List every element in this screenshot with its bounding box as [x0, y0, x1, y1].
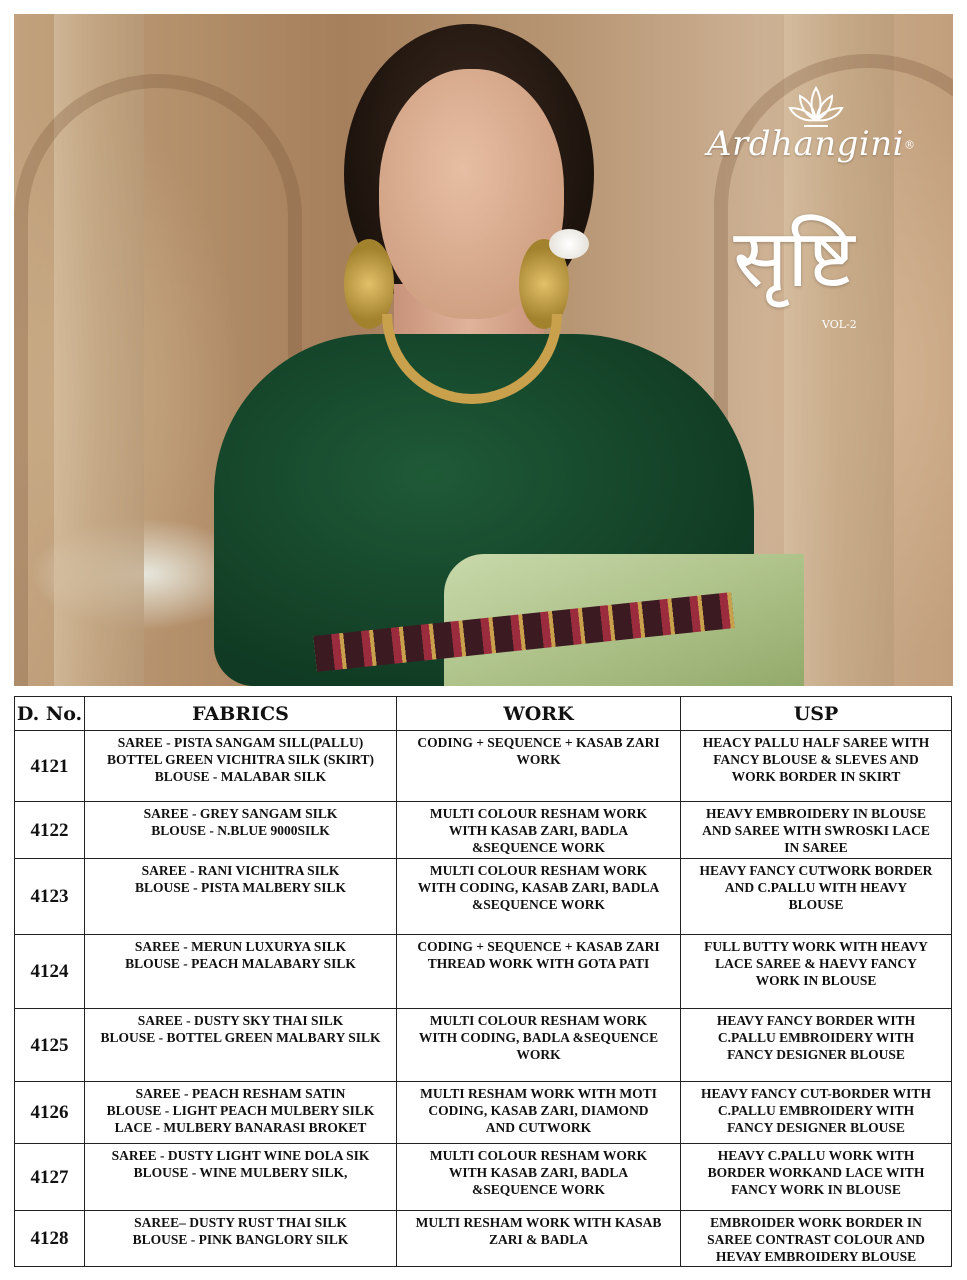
- registered-mark: ®: [904, 138, 916, 152]
- fabrics-cell: SAREE - DUSTY SKY THAI SILK BLOUSE - BOTTEL GREEN MALBARY SILK: [85, 1009, 397, 1082]
- fabrics-cell: SAREE - PISTA SANGAM SILL(PALLU) BOTTEL GREEN VICHITRA SILK (SKIRT) BLOUSE - MALABAR SILK: [85, 731, 397, 802]
- fabrics-cell: SAREE - RANI VICHITRA SILK BLOUSE - PISTA MALBERY SILK: [85, 859, 397, 935]
- usp-cell: HEACY PALLU HALF SAREE WITH FANCY BLOUSE & SLEVES AND WORK BORDER IN SKIRT: [681, 731, 952, 802]
- design-number: 4128: [15, 1211, 85, 1267]
- table-row: [15, 1211, 952, 1267]
- design-number: 4122: [15, 802, 85, 859]
- header-usp: USP: [681, 697, 952, 731]
- design-number: 4126: [15, 1082, 85, 1144]
- design-number: 4121: [15, 731, 85, 802]
- fabrics-cell: SAREE - GREY SANGAM SILK BLOUSE - N.BLUE 9000SILK: [85, 802, 397, 859]
- brand-logo: [676, 124, 946, 164]
- work-cell: MULTI COLOUR RESHAM WORK WITH CODING, KASAB ZARI, BADLA &SEQUENCE WORK: [397, 859, 681, 935]
- table-header-row: [15, 697, 952, 731]
- collection-title: सृष्टि: [733, 212, 855, 305]
- work-cell: MULTI RESHAM WORK WITH MOTI CODING, KASAB ZARI, DIAMOND AND CUTWORK: [397, 1082, 681, 1144]
- design-number: 4123: [15, 859, 85, 935]
- work-cell: MULTI COLOUR RESHAM WORK WITH KASAB ZARI, BADLA &SEQUENCE WORK: [397, 1144, 681, 1211]
- usp-cell: FULL BUTTY WORK WITH HEAVY LACE SAREE & HAEVY FANCY WORK IN BLOUSE: [681, 935, 952, 1009]
- table-row: [15, 935, 952, 1009]
- work-cell: MULTI COLOUR RESHAM WORK WITH CODING, BADLA &SEQUENCE WORK: [397, 1009, 681, 1082]
- table-row: [15, 859, 952, 935]
- table-row: [15, 1144, 952, 1211]
- hero-photo: [14, 14, 953, 686]
- catalog-table: [14, 696, 951, 1267]
- usp-cell: HEAVY FANCY CUTWORK BORDER AND C.PALLU WITH HEAVY BLOUSE: [681, 859, 952, 935]
- fabrics-cell: SAREE - DUSTY LIGHT WINE DOLA SIK BLOUSE - WINE MULBERY SILK,: [85, 1144, 397, 1211]
- header-work: WORK: [397, 697, 681, 731]
- work-cell: CODING + SEQUENCE + KASAB ZARI THREAD WORK WITH GOTA PATI: [397, 935, 681, 1009]
- fabrics-cell: SAREE - PEACH RESHAM SATIN BLOUSE - LIGHT PEACH MULBERY SILK LACE - MULBERY BANARASI BROKET: [85, 1082, 397, 1144]
- table-row: [15, 1009, 952, 1082]
- design-number: 4124: [15, 935, 85, 1009]
- usp-cell: EMBROIDER WORK BORDER IN SAREE CONTRAST COLOUR AND HEVAY EMBROIDERY BLOUSE: [681, 1211, 952, 1267]
- usp-cell: HEAVY FANCY CUT-BORDER WITH C.PALLU EMBROIDERY WITH FANCY DESIGNER BLOUSE: [681, 1082, 952, 1144]
- usp-cell: HEAVY C.PALLU WORK WITH BORDER WORKAND LACE WITH FANCY WORK IN BLOUSE: [681, 1144, 952, 1211]
- brand-name: Ardhangini: [706, 124, 905, 164]
- work-cell: MULTI COLOUR RESHAM WORK WITH KASAB ZARI, BADLA &SEQUENCE WORK: [397, 802, 681, 859]
- volume-label: VOL-2: [822, 318, 857, 331]
- hair-flower: [549, 229, 589, 259]
- table-row: [15, 731, 952, 802]
- table-row: [15, 1082, 952, 1144]
- design-number: 4127: [15, 1144, 85, 1211]
- usp-cell: HEAVY EMBROIDERY IN BLOUSE AND SAREE WITH SWROSKI LACE IN SAREE: [681, 802, 952, 859]
- header-fabrics: FABRICS: [85, 697, 397, 731]
- design-number: 4125: [15, 1009, 85, 1082]
- table-row: [15, 802, 952, 859]
- fabrics-cell: SAREE - MERUN LUXURYA SILK BLOUSE - PEACH MALABARY SILK: [85, 935, 397, 1009]
- fabrics-cell: SAREE– DUSTY RUST THAI SILK BLOUSE - PINK BANGLORY SILK: [85, 1211, 397, 1267]
- work-cell: CODING + SEQUENCE + KASAB ZARI WORK: [397, 731, 681, 802]
- usp-cell: HEAVY FANCY BORDER WITH C.PALLU EMBROIDERY WITH FANCY DESIGNER BLOUSE: [681, 1009, 952, 1082]
- work-cell: MULTI RESHAM WORK WITH KASAB ZARI & BADLA: [397, 1211, 681, 1267]
- header-dno: D. No.: [15, 697, 85, 731]
